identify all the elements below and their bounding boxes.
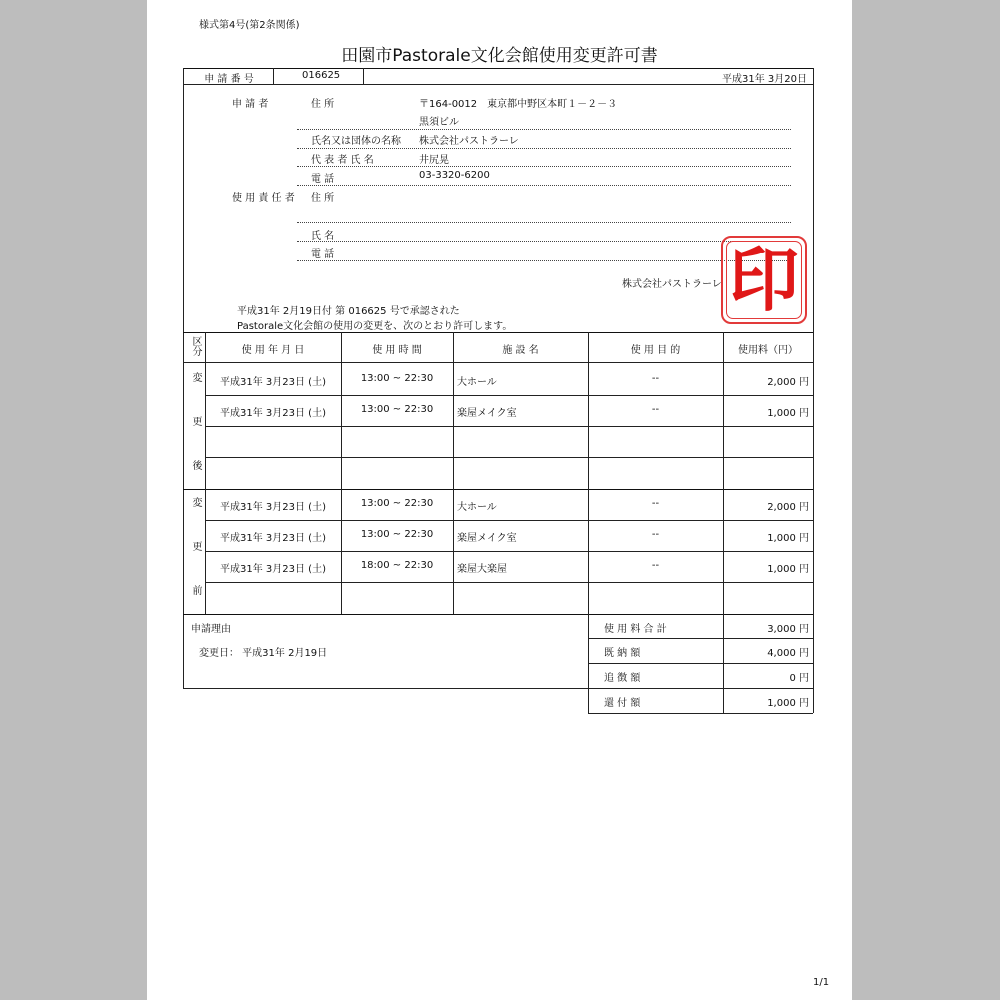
header-date: 使 用 年 月 日 bbox=[241, 345, 305, 356]
after-row-2-facility: 楽屋メイク室 bbox=[457, 408, 517, 419]
before-row-3-date: 平成31年 3月23日 (土) bbox=[220, 564, 326, 575]
summary-additional-label: 追 徴 額 bbox=[604, 673, 641, 684]
summary-paid-label: 既 納 額 bbox=[604, 648, 641, 659]
reason-text: 変更日： 平成31年 2月19日 bbox=[199, 648, 328, 659]
before-row-3-time: 18:00 ~ 22:30 bbox=[360, 560, 434, 571]
approval-line-1: 平成31年 2月19日付 第 016625 号で承認された bbox=[237, 306, 460, 317]
after-row-2-purpose: -- bbox=[651, 404, 660, 415]
applicant-phone-label: 電 話 bbox=[311, 174, 335, 185]
after-row-2-date: 平成31年 3月23日 (土) bbox=[220, 408, 326, 419]
before-row-1-purpose: -- bbox=[651, 498, 660, 509]
applicant-label bbox=[232, 95, 294, 110]
before-row-3-fee: 1,000 円 bbox=[767, 564, 809, 575]
summary-additional-value: 0 円 bbox=[789, 673, 809, 684]
official-seal bbox=[721, 236, 807, 324]
before-row-2-facility: 楽屋メイク室 bbox=[457, 533, 517, 544]
applicant-org-name: 株式会社パストラーレ bbox=[419, 136, 519, 147]
before-row-2-date: 平成31年 3月23日 (土) bbox=[220, 533, 326, 544]
before-row-1-time: 13:00 ~ 22:30 bbox=[360, 498, 434, 509]
after-row-2-fee: 1,000 円 bbox=[767, 408, 809, 419]
after-row-1-time: 13:00 ~ 22:30 bbox=[360, 373, 434, 384]
document-page bbox=[147, 0, 852, 1000]
section-after-label: 変更後 bbox=[190, 372, 201, 504]
reason-label: 申請理由 bbox=[191, 624, 231, 635]
header-purpose: 使 用 目 的 bbox=[630, 345, 681, 356]
before-row-3-facility: 楽屋大楽屋 bbox=[457, 564, 507, 575]
summary-refund-value: 1,000 円 bbox=[767, 698, 809, 709]
approval-line-2: Pastorale文化会館の使用の変更を、次のとおり許可します。 bbox=[237, 321, 513, 332]
applicant-org-label: 氏名又は団体の名称 bbox=[311, 136, 401, 147]
summary-total-value: 3,000 円 bbox=[767, 624, 809, 635]
manager-address-label: 住 所 bbox=[311, 193, 335, 204]
after-row-1-date: 平成31年 3月23日 (土) bbox=[220, 377, 326, 388]
manager-phone-label: 電 話 bbox=[311, 249, 335, 260]
applicant-phone: 03-3320-6200 bbox=[419, 170, 490, 181]
app-no: 016625 bbox=[302, 70, 341, 81]
before-row-2-time: 13:00 ~ 22:30 bbox=[360, 529, 434, 540]
after-row-1-facility: 大ホール bbox=[457, 377, 497, 388]
applicant-building: 黒須ビル bbox=[419, 117, 459, 128]
issue-date: 平成31年 3月20日 bbox=[722, 74, 807, 85]
applicant-address: 〒164-0012 東京都中野区本町１－２－３ bbox=[419, 99, 618, 110]
after-row-1-purpose: -- bbox=[651, 373, 660, 384]
before-row-3-purpose: -- bbox=[651, 560, 660, 571]
manager-name-label: 氏 名 bbox=[311, 231, 335, 242]
issuer-name: 株式会社パストラーレ bbox=[622, 279, 722, 290]
header-time: 使 用 時 間 bbox=[372, 345, 422, 356]
before-row-1-fee: 2,000 円 bbox=[767, 502, 809, 513]
applicant-rep-label: 代 表 者 氏 名 bbox=[311, 155, 374, 166]
manager-label: 使 用 責 任 者 bbox=[232, 193, 295, 204]
before-row-2-fee: 1,000 円 bbox=[767, 533, 809, 544]
before-row-1-date: 平成31年 3月23日 (土) bbox=[220, 502, 326, 513]
form-label: 様式第4号(第2条関係) bbox=[199, 20, 300, 31]
summary-paid-value: 4,000 円 bbox=[767, 648, 809, 659]
before-row-1-facility: 大ホール bbox=[457, 502, 497, 513]
header-category: 区分 bbox=[190, 336, 201, 356]
after-row-2-time: 13:00 ~ 22:30 bbox=[360, 404, 434, 415]
before-row-2-purpose: -- bbox=[651, 529, 660, 540]
page-title: 田園市Pastorale文化会館使用変更許可書 bbox=[341, 46, 658, 66]
header-fee: 使用料（円） bbox=[738, 345, 798, 356]
applicant-address-label: 住 所 bbox=[311, 99, 335, 110]
applicant-rep-name: 井尻晃 bbox=[419, 155, 449, 166]
page-number: 1/1 bbox=[813, 977, 830, 988]
app-no-label: 申 請 番 号 bbox=[204, 74, 254, 85]
summary-refund-label: 還 付 額 bbox=[604, 698, 641, 709]
applicant-label-text: 申 請 者 bbox=[232, 99, 269, 110]
summary-total-label: 使 用 料 合 計 bbox=[604, 624, 667, 635]
section-before-label: 変更前 bbox=[190, 497, 201, 629]
header-facility: 施 設 名 bbox=[502, 345, 539, 356]
after-row-1-fee: 2,000 円 bbox=[767, 377, 809, 388]
seal-char: 印 bbox=[729, 239, 799, 321]
